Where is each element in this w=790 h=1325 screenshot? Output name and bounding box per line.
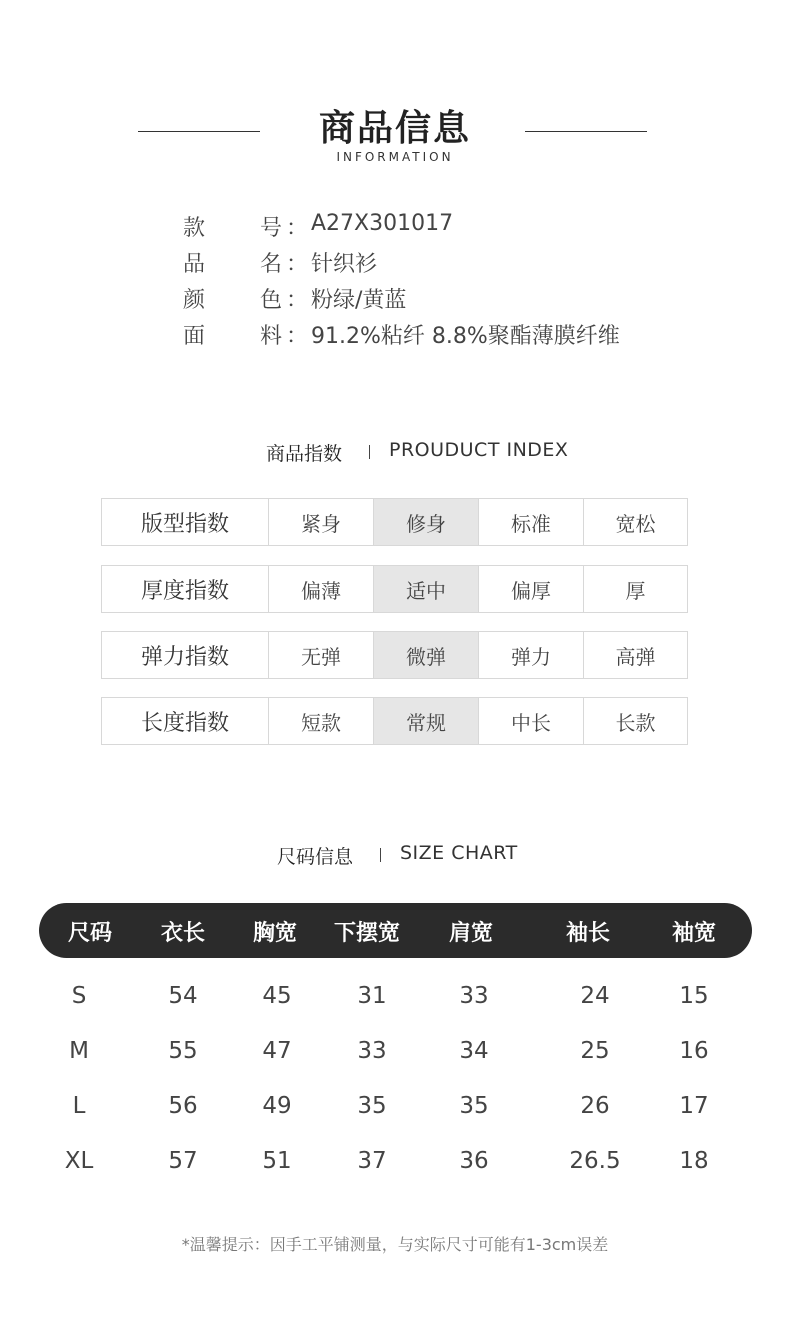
size-cell: 34 xyxy=(459,1038,489,1064)
info-key-char2: 色 xyxy=(260,288,283,313)
size-heading-separator xyxy=(380,848,381,862)
index-option: 长款 xyxy=(615,710,656,735)
info-key-char2: 名 xyxy=(260,252,283,277)
size-cell: 17 xyxy=(679,1093,709,1119)
size-cell: L xyxy=(72,1093,86,1119)
index-option: 宽松 xyxy=(615,511,656,536)
size-cell: 15 xyxy=(679,983,709,1009)
size-cell: 55 xyxy=(168,1038,198,1064)
size-cell: XL xyxy=(64,1148,94,1174)
size-heading-cn: 尺码信息 xyxy=(277,846,354,868)
index-option-selected: 常规 xyxy=(374,698,479,744)
index-heading-cn: 商品指数 xyxy=(266,443,343,465)
size-cell: 51 xyxy=(262,1148,292,1174)
size-section-heading xyxy=(0,842,790,868)
size-cell: 26 xyxy=(580,1093,610,1119)
table-row xyxy=(0,983,790,1013)
index-heading-separator xyxy=(369,445,370,459)
index-option: 高弹 xyxy=(615,644,656,669)
size-table-header xyxy=(39,903,752,958)
size-cell: 37 xyxy=(357,1148,387,1174)
index-row-length xyxy=(101,697,688,745)
index-row-label: 长度指数 xyxy=(102,698,269,744)
size-cell: 16 xyxy=(679,1038,709,1064)
index-option-selected: 修身 xyxy=(374,499,479,545)
info-colon: ： xyxy=(286,324,309,349)
info-value: A27X301017 xyxy=(311,211,454,236)
index-option: 偏厚 xyxy=(479,566,584,612)
size-col-header: 胸宽 xyxy=(252,921,298,946)
size-col-header: 下摆宽 xyxy=(333,921,401,946)
size-cell: M xyxy=(69,1038,89,1064)
size-cell: 18 xyxy=(679,1148,709,1174)
index-section-heading xyxy=(0,439,790,465)
info-value: 针织衫 xyxy=(311,252,378,277)
index-row-fit xyxy=(101,498,688,546)
size-col-header: 尺码 xyxy=(67,921,113,946)
info-key-char1: 品 xyxy=(183,252,206,277)
size-cell: 25 xyxy=(580,1038,610,1064)
table-row xyxy=(0,1093,790,1123)
index-option: 无弹 xyxy=(269,632,374,678)
info-key-char2: 料 xyxy=(260,324,283,349)
index-row-elasticity xyxy=(101,631,688,679)
size-cell: 54 xyxy=(168,983,198,1009)
index-option: 短款 xyxy=(269,698,374,744)
index-heading-en: PROUDUCT INDEX xyxy=(389,439,569,461)
size-cell: 35 xyxy=(459,1093,489,1119)
index-option-selected: 适中 xyxy=(374,566,479,612)
size-cell: 45 xyxy=(262,983,292,1009)
page-title: 商品信息 xyxy=(318,108,471,149)
index-option: 中长 xyxy=(479,698,584,744)
index-row-label: 版型指数 xyxy=(102,499,269,545)
size-cell: S xyxy=(71,983,87,1009)
index-option: 偏薄 xyxy=(269,566,374,612)
info-colon: ： xyxy=(286,288,309,313)
size-cell: 31 xyxy=(357,983,387,1009)
size-cell: 47 xyxy=(262,1038,292,1064)
info-key-char1: 颜 xyxy=(183,288,206,313)
size-cell: 35 xyxy=(357,1093,387,1119)
info-value: 91.2%粘纤 8.8%聚酯薄膜纤维 xyxy=(311,324,620,349)
info-key-char2: 号 xyxy=(260,216,283,241)
size-col-header: 袖宽 xyxy=(671,921,717,946)
size-cell: 56 xyxy=(168,1093,198,1119)
size-cell: 36 xyxy=(459,1148,489,1174)
size-cell: 24 xyxy=(580,983,610,1009)
info-colon: ： xyxy=(286,252,309,277)
index-option: 厚 xyxy=(625,578,646,603)
index-row-label: 弹力指数 xyxy=(102,632,269,678)
info-value: 粉绿/黄蓝 xyxy=(311,288,407,313)
index-option: 紧身 xyxy=(269,499,374,545)
info-key-char1: 款 xyxy=(183,216,206,241)
page-subtitle: INFORMATION xyxy=(336,150,454,164)
size-cell: 33 xyxy=(357,1038,387,1064)
index-option: 弹力 xyxy=(479,632,584,678)
measurement-note: *温馨提示：因手工平铺测量，与实际尺寸可能有1-3cm误差 xyxy=(181,1235,609,1254)
size-col-header: 肩宽 xyxy=(448,921,494,946)
size-cell: 49 xyxy=(262,1093,292,1119)
index-option: 标准 xyxy=(479,499,584,545)
size-col-header: 袖长 xyxy=(565,921,611,946)
info-key-char1: 面 xyxy=(183,324,206,349)
size-cell: 57 xyxy=(168,1148,198,1174)
table-row xyxy=(0,1038,790,1068)
size-col-header: 衣长 xyxy=(160,921,206,946)
index-row-thickness xyxy=(101,565,688,613)
size-heading-en: SIZE CHART xyxy=(400,842,518,864)
table-row xyxy=(0,1148,790,1178)
info-colon: ： xyxy=(286,216,309,241)
size-cell: 33 xyxy=(459,983,489,1009)
size-cell: 26.5 xyxy=(569,1148,621,1174)
index-row-label: 厚度指数 xyxy=(102,566,269,612)
index-option-selected: 微弹 xyxy=(374,632,479,678)
